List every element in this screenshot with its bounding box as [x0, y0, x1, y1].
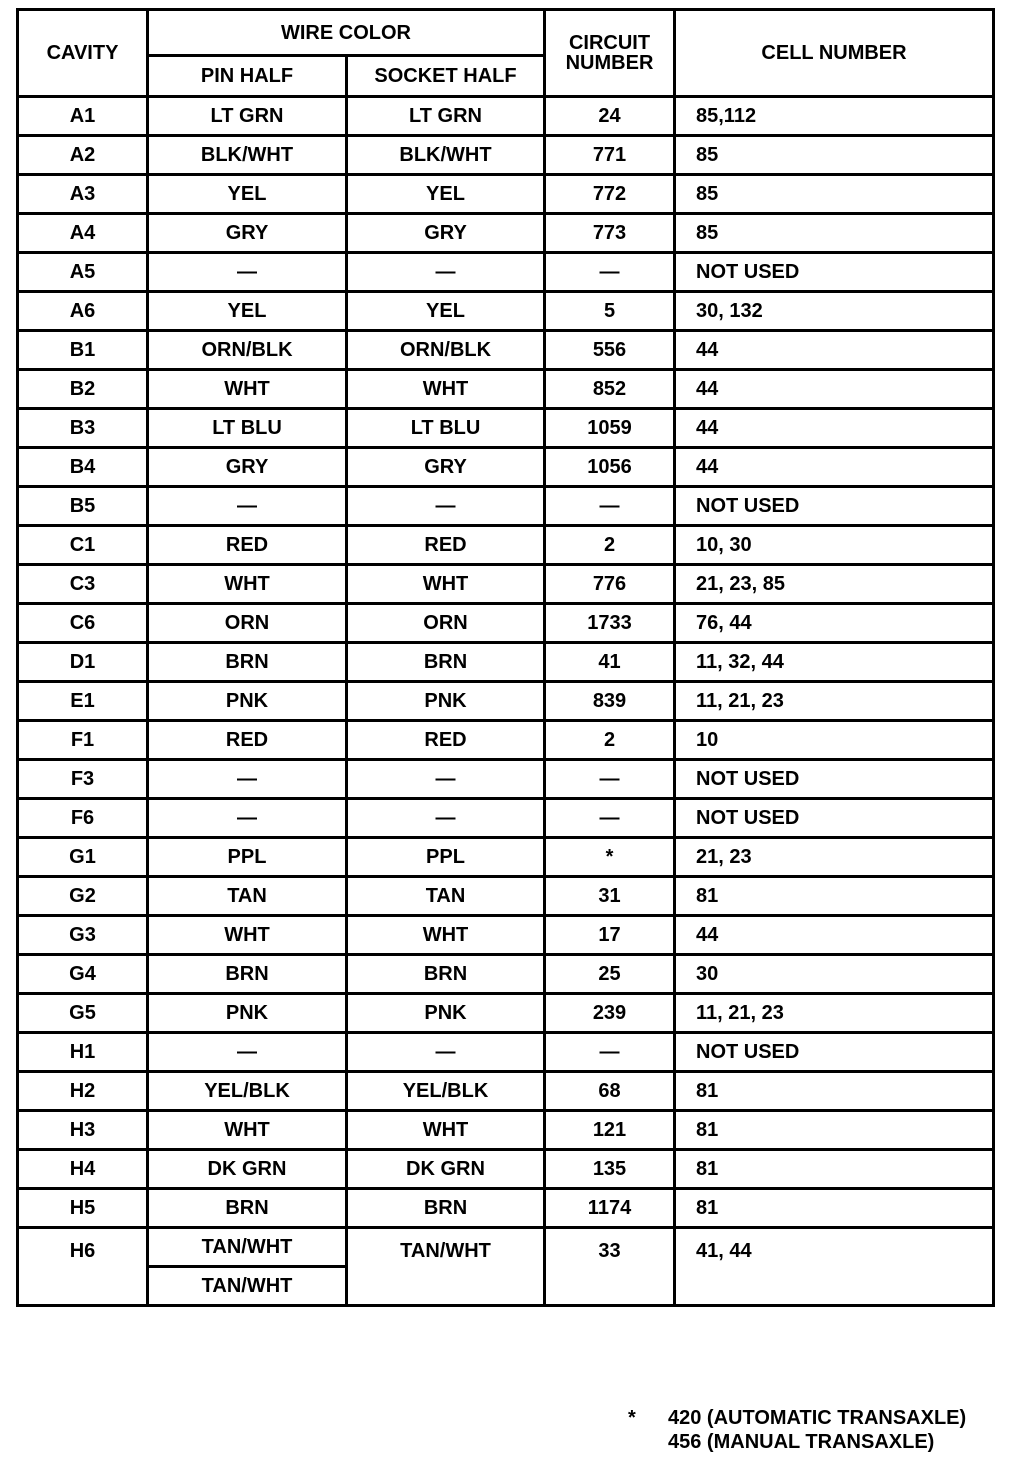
- circuit-number-cell: 68: [545, 1072, 675, 1111]
- pin-half-cell: TAN/WHT: [148, 1228, 347, 1267]
- cavity-cell: A3: [18, 175, 148, 214]
- circuit-number-cell: 771: [545, 136, 675, 175]
- cell-number-cell: 81: [675, 1072, 994, 1111]
- cell-number-cell: 81: [675, 877, 994, 916]
- circuit-number-cell: 33: [545, 1228, 675, 1306]
- cell-number-cell: NOT USED: [675, 799, 994, 838]
- pin-half-cell: TAN/WHT: [148, 1267, 347, 1306]
- socket-half-cell: RED: [347, 721, 545, 760]
- pin-half-cell: YEL: [148, 292, 347, 331]
- cavity-cell: C6: [18, 604, 148, 643]
- pin-half-cell: YEL/BLK: [148, 1072, 347, 1111]
- cavity-cell: F1: [18, 721, 148, 760]
- circuit-number-cell: 772: [545, 175, 675, 214]
- cell-number-cell: 44: [675, 916, 994, 955]
- circuit-number-cell: 1059: [545, 409, 675, 448]
- header-cavity: CAVITY: [18, 10, 148, 97]
- cavity-cell: A1: [18, 97, 148, 136]
- wire-color-table: [16, 8, 995, 1307]
- cavity-cell: H4: [18, 1150, 148, 1189]
- pin-half-cell: LT GRN: [148, 97, 347, 136]
- socket-half-cell: BRN: [347, 643, 545, 682]
- circuit-number-cell: —: [545, 253, 675, 292]
- socket-half-cell: —: [347, 799, 545, 838]
- cavity-cell: B2: [18, 370, 148, 409]
- cavity-cell: A4: [18, 214, 148, 253]
- table-row: [18, 994, 994, 1033]
- socket-half-cell: WHT: [347, 916, 545, 955]
- table-row: [18, 448, 994, 487]
- header-circuit-number: CIRCUIT NUMBER: [545, 10, 675, 97]
- table-row: [18, 97, 994, 136]
- cavity-cell: C1: [18, 526, 148, 565]
- socket-half-cell: DK GRN: [347, 1150, 545, 1189]
- table-row: [18, 1111, 994, 1150]
- pin-half-cell: LT BLU: [148, 409, 347, 448]
- cell-number-cell: 10, 30: [675, 526, 994, 565]
- pin-half-cell: GRY: [148, 214, 347, 253]
- socket-half-cell: PNK: [347, 682, 545, 721]
- table-row: [18, 1072, 994, 1111]
- socket-half-cell: LT BLU: [347, 409, 545, 448]
- pin-half-cell: ORN/BLK: [148, 331, 347, 370]
- circuit-number-cell: 773: [545, 214, 675, 253]
- circuit-number-cell: 41: [545, 643, 675, 682]
- circuit-number-cell: 1733: [545, 604, 675, 643]
- cell-number-cell: 81: [675, 1111, 994, 1150]
- cell-number-cell: 41, 44: [675, 1228, 994, 1306]
- header-pin-half: PIN HALF: [148, 56, 347, 97]
- cavity-cell: G1: [18, 838, 148, 877]
- cavity-cell: C3: [18, 565, 148, 604]
- footnote: [628, 1406, 966, 1454]
- pin-half-cell: BRN: [148, 1189, 347, 1228]
- pin-half-cell: WHT: [148, 565, 347, 604]
- socket-half-cell: —: [347, 760, 545, 799]
- cell-number-cell: 21, 23, 85: [675, 565, 994, 604]
- table-row: [18, 565, 994, 604]
- cell-number-cell: 11, 32, 44: [675, 643, 994, 682]
- table-row: [18, 955, 994, 994]
- cell-number-cell: 11, 21, 23: [675, 994, 994, 1033]
- cell-number-cell: 10: [675, 721, 994, 760]
- pin-half-cell: TAN: [148, 877, 347, 916]
- socket-half-cell: LT GRN: [347, 97, 545, 136]
- circuit-number-cell: —: [545, 799, 675, 838]
- circuit-number-cell: 1174: [545, 1189, 675, 1228]
- cavity-cell: B4: [18, 448, 148, 487]
- footnote-line-1: 420 (AUTOMATIC TRANSAXLE): [668, 1407, 967, 1429]
- cavity-cell: H2: [18, 1072, 148, 1111]
- socket-half-cell: YEL/BLK: [347, 1072, 545, 1111]
- table-row: [18, 643, 994, 682]
- circuit-number-cell: 852: [545, 370, 675, 409]
- socket-half-cell: BRN: [347, 1189, 545, 1228]
- socket-half-cell: WHT: [347, 1111, 545, 1150]
- circuit-number-cell: 2: [545, 721, 675, 760]
- pin-half-cell: WHT: [148, 1111, 347, 1150]
- cell-number-cell: NOT USED: [675, 1033, 994, 1072]
- table-row: [18, 487, 994, 526]
- cavity-cell: E1: [18, 682, 148, 721]
- cavity-cell: D1: [18, 643, 148, 682]
- cell-number-cell: 85: [675, 214, 994, 253]
- table-row: [18, 1228, 994, 1267]
- circuit-number-cell: 5: [545, 292, 675, 331]
- pin-half-cell: RED: [148, 721, 347, 760]
- cell-number-cell: 85,112: [675, 97, 994, 136]
- footnote-line-2: 456 (MANUAL TRANSAXLE): [668, 1431, 935, 1453]
- cell-number-cell: 85: [675, 175, 994, 214]
- table-row: [18, 721, 994, 760]
- socket-half-cell: RED: [347, 526, 545, 565]
- circuit-number-cell: 556: [545, 331, 675, 370]
- cell-number-cell: 81: [675, 1150, 994, 1189]
- cavity-cell: F3: [18, 760, 148, 799]
- table-row: [18, 760, 994, 799]
- pin-half-cell: WHT: [148, 916, 347, 955]
- header-cell-number: CELL NUMBER: [675, 10, 994, 97]
- cavity-cell: G4: [18, 955, 148, 994]
- pin-half-cell: YEL: [148, 175, 347, 214]
- circuit-number-cell: 776: [545, 565, 675, 604]
- socket-half-cell: PNK: [347, 994, 545, 1033]
- cavity-cell: G3: [18, 916, 148, 955]
- table-row: [18, 214, 994, 253]
- circuit-number-cell: 25: [545, 955, 675, 994]
- cell-number-cell: NOT USED: [675, 487, 994, 526]
- pin-half-cell: BRN: [148, 643, 347, 682]
- cavity-cell: A6: [18, 292, 148, 331]
- socket-half-cell: TAN: [347, 877, 545, 916]
- socket-half-cell: BLK/WHT: [347, 136, 545, 175]
- cell-number-cell: 44: [675, 409, 994, 448]
- table-row: [18, 526, 994, 565]
- table-row: [18, 1033, 994, 1072]
- socket-half-cell: ORN/BLK: [347, 331, 545, 370]
- circuit-number-cell: 121: [545, 1111, 675, 1150]
- socket-half-cell: YEL: [347, 175, 545, 214]
- socket-half-cell: ORN: [347, 604, 545, 643]
- table-row: [18, 175, 994, 214]
- pin-half-cell: RED: [148, 526, 347, 565]
- pin-half-cell: DK GRN: [148, 1150, 347, 1189]
- cell-number-cell: 30, 132: [675, 292, 994, 331]
- socket-half-cell: YEL: [347, 292, 545, 331]
- circuit-number-cell: 839: [545, 682, 675, 721]
- table-row: [18, 877, 994, 916]
- pin-half-cell: —: [148, 253, 347, 292]
- header-socket-half: SOCKET HALF: [347, 56, 545, 97]
- table-row: [18, 799, 994, 838]
- socket-half-cell: —: [347, 487, 545, 526]
- cell-number-cell: 44: [675, 331, 994, 370]
- table-row: [18, 604, 994, 643]
- table-row: [18, 409, 994, 448]
- cell-number-cell: NOT USED: [675, 760, 994, 799]
- cell-number-cell: 81: [675, 1189, 994, 1228]
- cell-number-cell: 30: [675, 955, 994, 994]
- table-row: [18, 136, 994, 175]
- cell-number-cell: NOT USED: [675, 253, 994, 292]
- cavity-cell: G2: [18, 877, 148, 916]
- cavity-cell: B1: [18, 331, 148, 370]
- cavity-cell: F6: [18, 799, 148, 838]
- pin-half-cell: —: [148, 799, 347, 838]
- circuit-number-cell: 135: [545, 1150, 675, 1189]
- cavity-cell: B5: [18, 487, 148, 526]
- table-row: [18, 916, 994, 955]
- header-wire-color: WIRE COLOR: [148, 10, 545, 56]
- circuit-number-cell: —: [545, 1033, 675, 1072]
- footnote-marker: *: [628, 1407, 636, 1429]
- cell-number-cell: 44: [675, 448, 994, 487]
- socket-half-cell: WHT: [347, 370, 545, 409]
- pin-half-cell: PPL: [148, 838, 347, 877]
- cavity-cell: G5: [18, 994, 148, 1033]
- pin-half-cell: GRY: [148, 448, 347, 487]
- socket-half-cell: WHT: [347, 565, 545, 604]
- cavity-cell: H3: [18, 1111, 148, 1150]
- socket-half-cell: PPL: [347, 838, 545, 877]
- table-row: [18, 253, 994, 292]
- cavity-cell: H1: [18, 1033, 148, 1072]
- table-row: [18, 292, 994, 331]
- socket-half-cell: GRY: [347, 214, 545, 253]
- cell-number-cell: 11, 21, 23: [675, 682, 994, 721]
- cavity-cell: A2: [18, 136, 148, 175]
- circuit-number-cell: —: [545, 487, 675, 526]
- cell-number-cell: 44: [675, 370, 994, 409]
- table-row: [18, 331, 994, 370]
- table-row: [18, 1150, 994, 1189]
- circuit-number-cell: *: [545, 838, 675, 877]
- pin-half-cell: ORN: [148, 604, 347, 643]
- pin-half-cell: PNK: [148, 682, 347, 721]
- socket-half-cell: GRY: [347, 448, 545, 487]
- table-row: [18, 370, 994, 409]
- circuit-number-cell: 239: [545, 994, 675, 1033]
- table-row: [18, 838, 994, 877]
- pin-half-cell: —: [148, 1033, 347, 1072]
- socket-half-cell: —: [347, 253, 545, 292]
- pin-half-cell: BRN: [148, 955, 347, 994]
- pin-half-cell: —: [148, 487, 347, 526]
- circuit-number-cell: 17: [545, 916, 675, 955]
- cell-number-cell: 76, 44: [675, 604, 994, 643]
- cavity-cell: H5: [18, 1189, 148, 1228]
- cavity-cell: B3: [18, 409, 148, 448]
- pin-half-cell: —: [148, 760, 347, 799]
- cavity-cell: H6: [18, 1228, 148, 1306]
- socket-half-cell: TAN/WHT: [347, 1228, 545, 1306]
- circuit-number-cell: 1056: [545, 448, 675, 487]
- table-row: [18, 682, 994, 721]
- cell-number-cell: 21, 23: [675, 838, 994, 877]
- pin-half-cell: PNK: [148, 994, 347, 1033]
- socket-half-cell: —: [347, 1033, 545, 1072]
- circuit-number-cell: 31: [545, 877, 675, 916]
- circuit-number-cell: 2: [545, 526, 675, 565]
- cell-number-cell: 85: [675, 136, 994, 175]
- pin-half-cell: BLK/WHT: [148, 136, 347, 175]
- pin-half-cell: WHT: [148, 370, 347, 409]
- socket-half-cell: BRN: [347, 955, 545, 994]
- cavity-cell: A5: [18, 253, 148, 292]
- table-row: [18, 1189, 994, 1228]
- circuit-number-cell: —: [545, 760, 675, 799]
- circuit-number-cell: 24: [545, 97, 675, 136]
